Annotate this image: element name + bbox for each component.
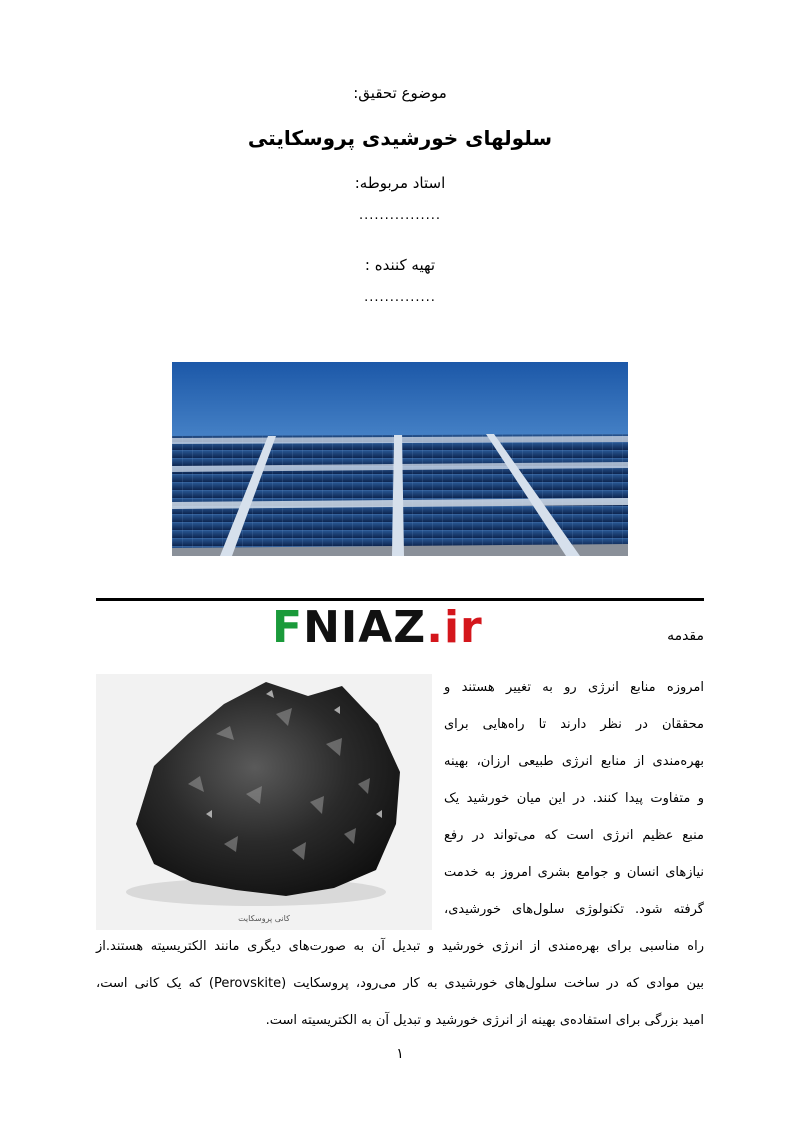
- image-caption: کانی پروسکایت: [238, 914, 290, 923]
- logo-tld: ir: [443, 602, 483, 653]
- paragraph-line: منبع عظیم انرژی است که می‌تواند در رفع: [444, 828, 704, 843]
- paragraph-line: نیازهای انسان و جوامع بشری امروز به خدمت: [444, 865, 704, 880]
- topic-label: موضوع تحقیق:: [353, 84, 447, 102]
- paragraph-line: امروزه منابع انرژی رو به تغییر هستند و: [444, 680, 704, 695]
- solar-panels-image: [172, 362, 628, 556]
- brand-logo: [272, 600, 483, 656]
- author-value: ..............: [364, 290, 436, 305]
- advisor-label: استاد مربوطه:: [354, 174, 446, 192]
- page-title: سلولهای خورشیدی پروسکایتی: [247, 126, 553, 150]
- paragraph-line: بین موادی که در ساخت سلول‌های خورشیدی به کار می‌رود، پروسکایت (Perovskite) که یک کانی است،: [96, 976, 704, 991]
- paragraph-line: و متفاوت پیدا کنند. در این میان خورشید یک: [444, 791, 704, 806]
- paragraph-line: بهره‌مندی از منابع انرژی طبیعی ارزان، بهینه: [444, 754, 704, 769]
- paragraph-line: محققان در نظر دارند تا راه‌هایی برای: [444, 717, 704, 732]
- logo-dot: .: [426, 602, 444, 653]
- paragraph-line: راه مناسبی برای بهره‌مندی از انرژی خورشید و تبدیل آن به صورت‌های دیگری مانند الکتریسیته هستند.از: [96, 939, 704, 954]
- paragraph-line: گرفته شود. تکنولوژی سلول‌های خورشیدی،: [444, 902, 704, 917]
- paragraph-line: امید بزرگی برای استفاده‌ی بهینه از انرژی خورشید و تبدیل آن به الکتریسیته است.: [265, 1013, 704, 1028]
- page-number: ۱: [396, 1046, 404, 1062]
- logo-letter-f: F: [272, 602, 304, 653]
- author-label: تهیه کننده :: [364, 256, 436, 274]
- section-heading: مقدمه: [667, 628, 704, 644]
- logo-word: NIAZ: [303, 602, 427, 653]
- perovskite-mineral-image: [96, 674, 432, 930]
- advisor-value: ................: [358, 208, 442, 223]
